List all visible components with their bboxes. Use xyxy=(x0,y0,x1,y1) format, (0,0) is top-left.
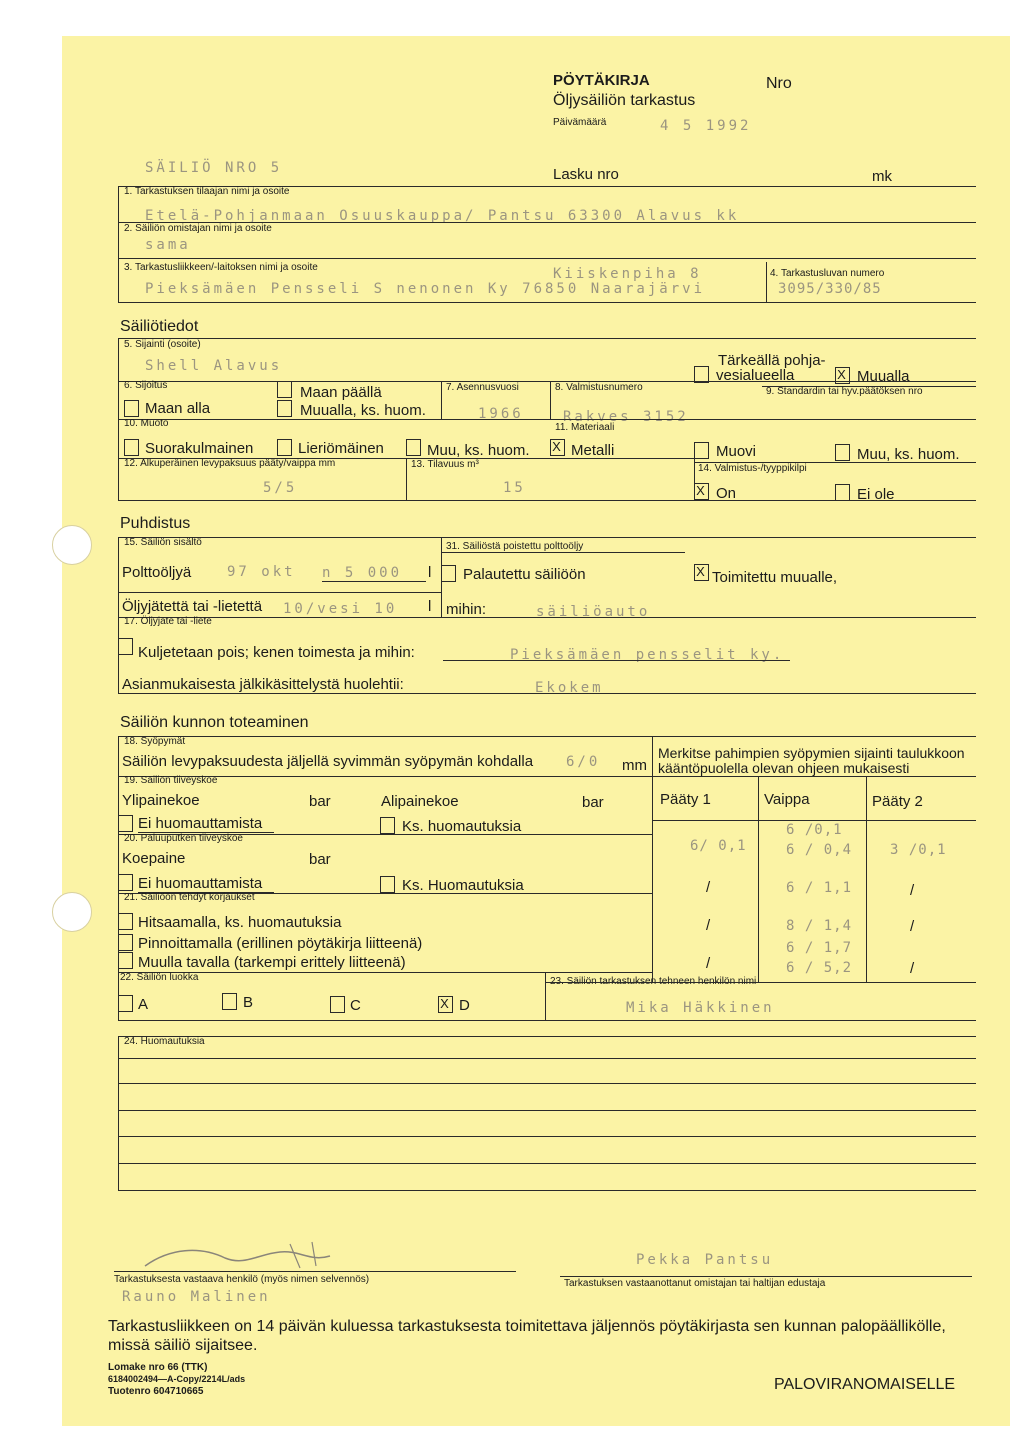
on-ground-checkbox[interactable] xyxy=(277,381,292,398)
see-remarks-2-checkbox[interactable] xyxy=(380,876,395,893)
field-7-label: 7. Asennusvuosi xyxy=(446,382,519,393)
rect-checkbox[interactable] xyxy=(124,439,139,456)
field-2-label: 2. Säiliön omistajan nimi ja osoite xyxy=(124,223,272,234)
date-label: Päivämäärä xyxy=(553,117,607,128)
overpressure-unit: bar xyxy=(309,793,331,810)
section-tank-data: Säiliötiedot xyxy=(120,318,199,335)
signature-right-label: Tarkastuksen vastaanottanut omistajan tai haltijan edustaja xyxy=(564,1278,826,1289)
other-material-checkbox[interactable] xyxy=(835,444,850,461)
field-4-label: 4. Tarkastusluvan numero xyxy=(770,268,885,279)
class-a-checkbox[interactable] xyxy=(118,995,133,1012)
other-material-label: Muu, ks. huom. xyxy=(857,446,960,463)
table-cell: / xyxy=(910,960,915,977)
check-mark: X xyxy=(837,367,846,382)
field-22-label: 22. Säiliön luokka xyxy=(120,972,199,983)
field-5-label: 5. Sijainti (osoite) xyxy=(124,339,201,350)
field-2-value: sama xyxy=(145,237,191,253)
check-mark: X xyxy=(440,996,449,1011)
form-number: Lomake nro 66 (TTK) xyxy=(108,1362,208,1373)
table-col-1: Pääty 1 xyxy=(660,791,711,808)
field-20-label: 20. Paluuputken tiiveyskoe xyxy=(124,833,243,844)
recipient-label: PALOVIRANOMAISELLE xyxy=(774,1376,956,1393)
disposal-label: Asianmukaisesta jälkikäsittelystä huolehtii: xyxy=(122,676,404,693)
transport-label: Kuljetetaan pois; kenen toimesta ja mihin: xyxy=(138,644,415,661)
field-12-label: 12. Alkuperäinen levypaksuus pääty/vaippa mm xyxy=(124,458,336,469)
field-8-label: 8. Valmistusnumero xyxy=(555,382,643,393)
repair-3-checkbox[interactable] xyxy=(118,952,133,969)
table-cell: / xyxy=(706,955,711,972)
field-3-value: Pieksämäen Pensseli S nenonen Ky 76850 Naarajärvi xyxy=(145,281,706,297)
field-12-value: 5/5 xyxy=(263,480,298,496)
field-23-value: Mika Häkkinen xyxy=(626,1000,775,1016)
cyl-checkbox[interactable] xyxy=(277,439,292,456)
where-label: mihin: xyxy=(446,601,487,618)
repair-2-checkbox[interactable] xyxy=(118,934,133,951)
table-cell: / xyxy=(910,882,915,899)
plastic-label: Muovi xyxy=(716,443,757,460)
field-13-label: 13. Tilavuus m³ xyxy=(411,459,479,470)
invoice-label: Lasku nro xyxy=(553,166,619,183)
field-1-value: Etelä-Pohjanmaan Osuuskauppa/ Pantsu 63300 Alavus kk xyxy=(145,208,740,224)
plate-no-checkbox[interactable] xyxy=(835,484,850,501)
section-cleaning: Puhdistus xyxy=(120,515,191,532)
field-18-text: Säiliön levypaksuudesta jäljellä syvimmän syöpymän kohdalla xyxy=(122,753,534,770)
field-17-label: 17. Öljyjäte tai -liete xyxy=(124,616,212,627)
field-3-label: 3. Tarkastusliikkeen/-laitoksen nimi ja osoite xyxy=(124,262,318,273)
class-c-label: C xyxy=(350,997,361,1014)
transport-value: Pieksämäen pensselit ky. xyxy=(510,647,785,663)
returned-checkbox[interactable] xyxy=(441,565,456,582)
table-cell: / xyxy=(910,918,915,935)
test-pressure-label: Koepaine xyxy=(122,850,186,867)
field-13-value: 15 xyxy=(503,480,526,496)
table-cell: 3 /0,1 xyxy=(890,842,947,858)
groundwater-label-2: vesialueella xyxy=(716,367,795,384)
cyl-label: Lieriömäinen xyxy=(298,440,384,457)
check-mark: X xyxy=(552,439,561,454)
table-cell: 6 / 5,2 xyxy=(786,960,853,976)
nro-label: Nro xyxy=(766,75,792,92)
check-mark: X xyxy=(696,564,705,579)
fuel-unit: l xyxy=(428,564,432,581)
fuel-label: Polttoöljyä xyxy=(122,564,192,581)
notice-text: Tarkastusliikkeen on 14 päivän kuluessa tarkastuksesta toimitettava jäljennös pöytäkirjasta sen kunnan palopäällikölle, xyxy=(108,1318,946,1335)
punch-hole xyxy=(52,892,92,932)
class-b-label: B xyxy=(243,994,254,1011)
other-shape-label: Muu, ks. huom. xyxy=(427,442,530,459)
see-remarks-1-label: Ks. huomautuksia xyxy=(402,818,522,835)
signature-right-name: Pekka Pantsu xyxy=(636,1252,774,1268)
rect-label: Suorakulmainen xyxy=(145,440,254,457)
groundwater-label: Tärkeällä pohja- xyxy=(718,352,826,369)
transport-checkbox[interactable] xyxy=(118,638,133,655)
underpressure-label: Alipainekoe xyxy=(381,793,459,810)
class-c-checkbox[interactable] xyxy=(330,996,345,1013)
underground-label: Maan alla xyxy=(145,400,211,417)
field-8-value: Rakves 3152 xyxy=(563,409,689,425)
product-number: Tuotenro 604710665 xyxy=(108,1386,204,1397)
where-value: säiliöauto xyxy=(536,604,651,620)
no-remarks-2-checkbox[interactable] xyxy=(118,874,133,891)
class-d-label: D xyxy=(459,997,470,1014)
table-cell: 6 / 0,4 xyxy=(786,842,853,858)
signature-left-label: Tarkastuksesta vastaava henkilö (myös nimen selvennös) xyxy=(114,1274,370,1285)
returned-label: Palautettu säiliöön xyxy=(463,566,586,583)
field-14-label: 14. Valmistus-/tyyppikilpi xyxy=(698,463,807,474)
other-shape-checkbox[interactable] xyxy=(406,439,421,456)
field-5-value: Shell Alavus xyxy=(145,358,283,374)
disposal-value: Ekokem xyxy=(535,680,604,696)
table-col-3: Pääty 2 xyxy=(872,793,923,810)
no-remarks-1-checkbox[interactable] xyxy=(118,815,133,832)
overpressure-label: Ylipainekoe xyxy=(122,792,200,809)
field-10-label: 10. Muoto xyxy=(124,418,169,429)
table-col-2: Vaippa xyxy=(764,791,810,808)
signature-image xyxy=(140,1236,360,1276)
elsewhere-note-label: Muualla, ks. huom. xyxy=(300,402,426,419)
field-31-label: 31. Säiliöstä poistettu polttoöljy xyxy=(446,541,584,552)
on-ground-label: Maan päällä xyxy=(300,384,382,401)
waste-value: 10/vesi 10 xyxy=(283,601,398,617)
field-15-label: 15. Säiliön sisältö xyxy=(124,537,202,548)
repair-3-label: Muulla tavalla (tarkempi erittely liitteenä) xyxy=(138,954,406,971)
no-remarks-1-label: Ei huomauttamista xyxy=(138,815,263,832)
field-24-label: 24. Huomautuksia xyxy=(124,1036,205,1047)
elsewhere-label: Muualla xyxy=(857,368,910,385)
plastic-checkbox[interactable] xyxy=(694,442,709,459)
metal-label: Metalli xyxy=(571,442,615,459)
field-7-value: 1966 xyxy=(478,406,524,422)
date-value: 4 5 1992 xyxy=(660,118,752,134)
field-6-label: 6. Sijoitus xyxy=(124,380,168,391)
see-remarks-1-checkbox[interactable] xyxy=(380,817,395,834)
plate-yes-label: On xyxy=(716,485,737,502)
field-18-label: 18. Syöpymät xyxy=(124,736,186,747)
form-title: PÖYTÄKIRJA xyxy=(553,72,650,89)
field-23-label: 23. Säiliön tarkastuksen tehneen henkilön nimi xyxy=(550,976,757,987)
plate-no-label: Ei ole xyxy=(857,486,895,503)
table-cell: 6 / 1,1 xyxy=(786,880,853,896)
underpressure-unit: bar xyxy=(582,794,604,811)
signature-left-name: Rauno Malinen xyxy=(122,1289,271,1305)
field-9-label: 9. Standardin tai hyv.päätöksen nro xyxy=(766,386,923,397)
table-cell: 6/ 0,1 xyxy=(690,838,747,854)
fuel-amount: n 5 000 xyxy=(322,565,403,581)
class-b-checkbox[interactable] xyxy=(222,993,237,1010)
field-3-address: Kiiskenpiha 8 xyxy=(553,266,702,282)
repair-1-checkbox[interactable] xyxy=(118,913,133,930)
tank-number: SÄILIÖ NRO 5 xyxy=(145,160,283,176)
field-4-value: 3095/330/85 xyxy=(778,281,882,297)
delivered-label: Toimitettu muualle, xyxy=(712,569,838,586)
table-cell: 6 / 1,7 xyxy=(786,940,853,956)
currency-label: mk xyxy=(872,168,892,185)
section-condition: Säiliön kunnon toteaminen xyxy=(120,714,309,731)
test-pressure-unit: bar xyxy=(309,851,331,868)
table-cell: / xyxy=(706,917,711,934)
waste-unit: l xyxy=(428,598,432,615)
underground-checkbox[interactable] xyxy=(124,400,139,417)
see-remarks-2-label: Ks. Huomautuksia xyxy=(402,877,524,894)
table-cell: / xyxy=(706,879,711,896)
check-mark: X xyxy=(696,483,705,498)
field-19-label: 19. Säiliön tiiveyskoe xyxy=(124,775,218,786)
field-18-unit: mm xyxy=(622,757,647,774)
table-cell: 6 /0,1 xyxy=(786,822,843,838)
repair-1-label: Hitsaamalla, ks. huomautuksia xyxy=(138,914,342,931)
table-note: Merkitse pahimpien syöpymien sijainti taulukkoon xyxy=(658,745,965,761)
form-code: 6184002494—A-Copy/2214L/ads xyxy=(108,1374,246,1384)
class-a-label: A xyxy=(138,996,149,1013)
punch-hole xyxy=(52,525,92,565)
field-21-label: 21. Säiliöön tehdyt korjaukset xyxy=(124,892,255,903)
waste-label: Öljyjätettä tai -lietettä xyxy=(122,598,263,615)
table-note-2: kääntöpuolella olevan ohjeen mukaisesti xyxy=(658,760,910,776)
field-18-value: 6/0 xyxy=(566,754,601,770)
no-remarks-2-label: Ei huomauttamista xyxy=(138,875,263,892)
fuel-grade: 97 okt xyxy=(227,564,296,580)
field-11-label: 11. Materiaali xyxy=(555,422,615,433)
notice-text-2: missä säiliö sijaitsee. xyxy=(108,1337,258,1354)
form-subtitle: Öljysäiliön tarkastus xyxy=(553,92,696,109)
repair-2-label: Pinnoittamalla (erillinen pöytäkirja liitteenä) xyxy=(138,935,423,952)
field-1-label: 1. Tarkastuksen tilaajan nimi ja osoite xyxy=(124,186,290,197)
table-cell: 8 / 1,4 xyxy=(786,918,853,934)
elsewhere-note-checkbox[interactable] xyxy=(277,400,292,417)
